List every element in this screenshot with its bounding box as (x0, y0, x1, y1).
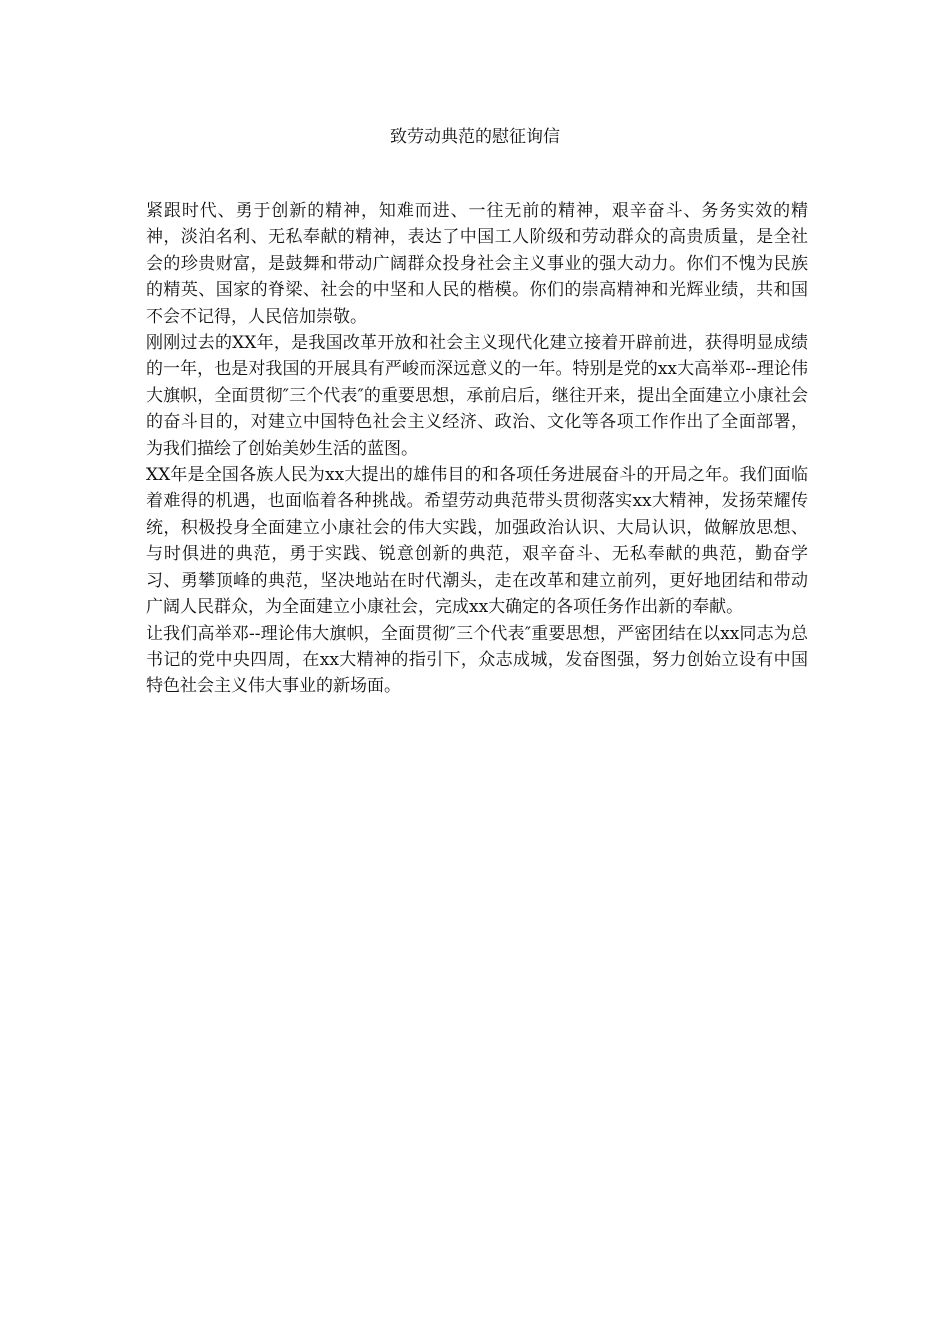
document-body (146, 198, 808, 700)
paragraph-1: 紧跟时代、勇于创新的精神，知难而进、一往无前的精神，艰辛奋斗、务务实效的精神，淡泊名利、无私奉献的精神，表达了中国工人阶级和劳动群众的高贵质量，是全社会的珍贵财富，是鼓舞和带动广阔群众投身社会主义事业的强大动力。你们不愧为民族的精英、国家的脊梁、社会的中坚和人民的楷模。你们的崇高精神和光辉业绩，共和国不会不记得，人民倍加崇敬。 (146, 201, 808, 327)
paragraph-3: XX年是全国各族人民为xx大提出的雄伟目的和各项任务进展奋斗的开局之年。我们面临着难得的机遇，也面临着各种挑战。希望劳动典范带头贯彻落实xx大精神，发扬荣耀传统，积极投身全面建立小康社会的伟大实践，加强政治认识、大局认识，做解放思想、与时俱进的典范，勇于实践、锐意创新的典范，艰辛奋斗、无私奉献的典范，勤奋学习、勇攀顶峰的典范，坚决地站在时代潮头，走在改革和建立前列，更好地团结和带动广阔人民群众，为全面建立小康社会，完成xx大确定的各项任务作出新的奉献。 (146, 465, 808, 618)
paragraph-2: 刚刚过去的XX年，是我国改革开放和社会主义现代化建立接着开辟前进，获得明显成绩的一年，也是对我国的开展具有严峻而深远意义的一年。特别是党的xx大高举邓--理论伟大旗帜，全面贯彻″三个代表″的重要思想，承前启后，继往开来，提出全面建立小康社会的奋斗目的，对建立中国特色社会主义经济、政治、文化等各项工作作出了全面部署，为我们描绘了创始美妙生活的蓝图。 (146, 333, 808, 459)
document-title: 致劳动典范的慰征询信 (390, 127, 560, 147)
paragraph-4: 让我们高举邓--理论伟大旗帜，全面贯彻″三个代表″重要思想，严密团结在以xx同志为总书记的党中央四周，在xx大精神的指引下，众志成城，发奋图强，努力创始立设有中国特色社会主义伟大事业的新场面。 (146, 623, 808, 697)
